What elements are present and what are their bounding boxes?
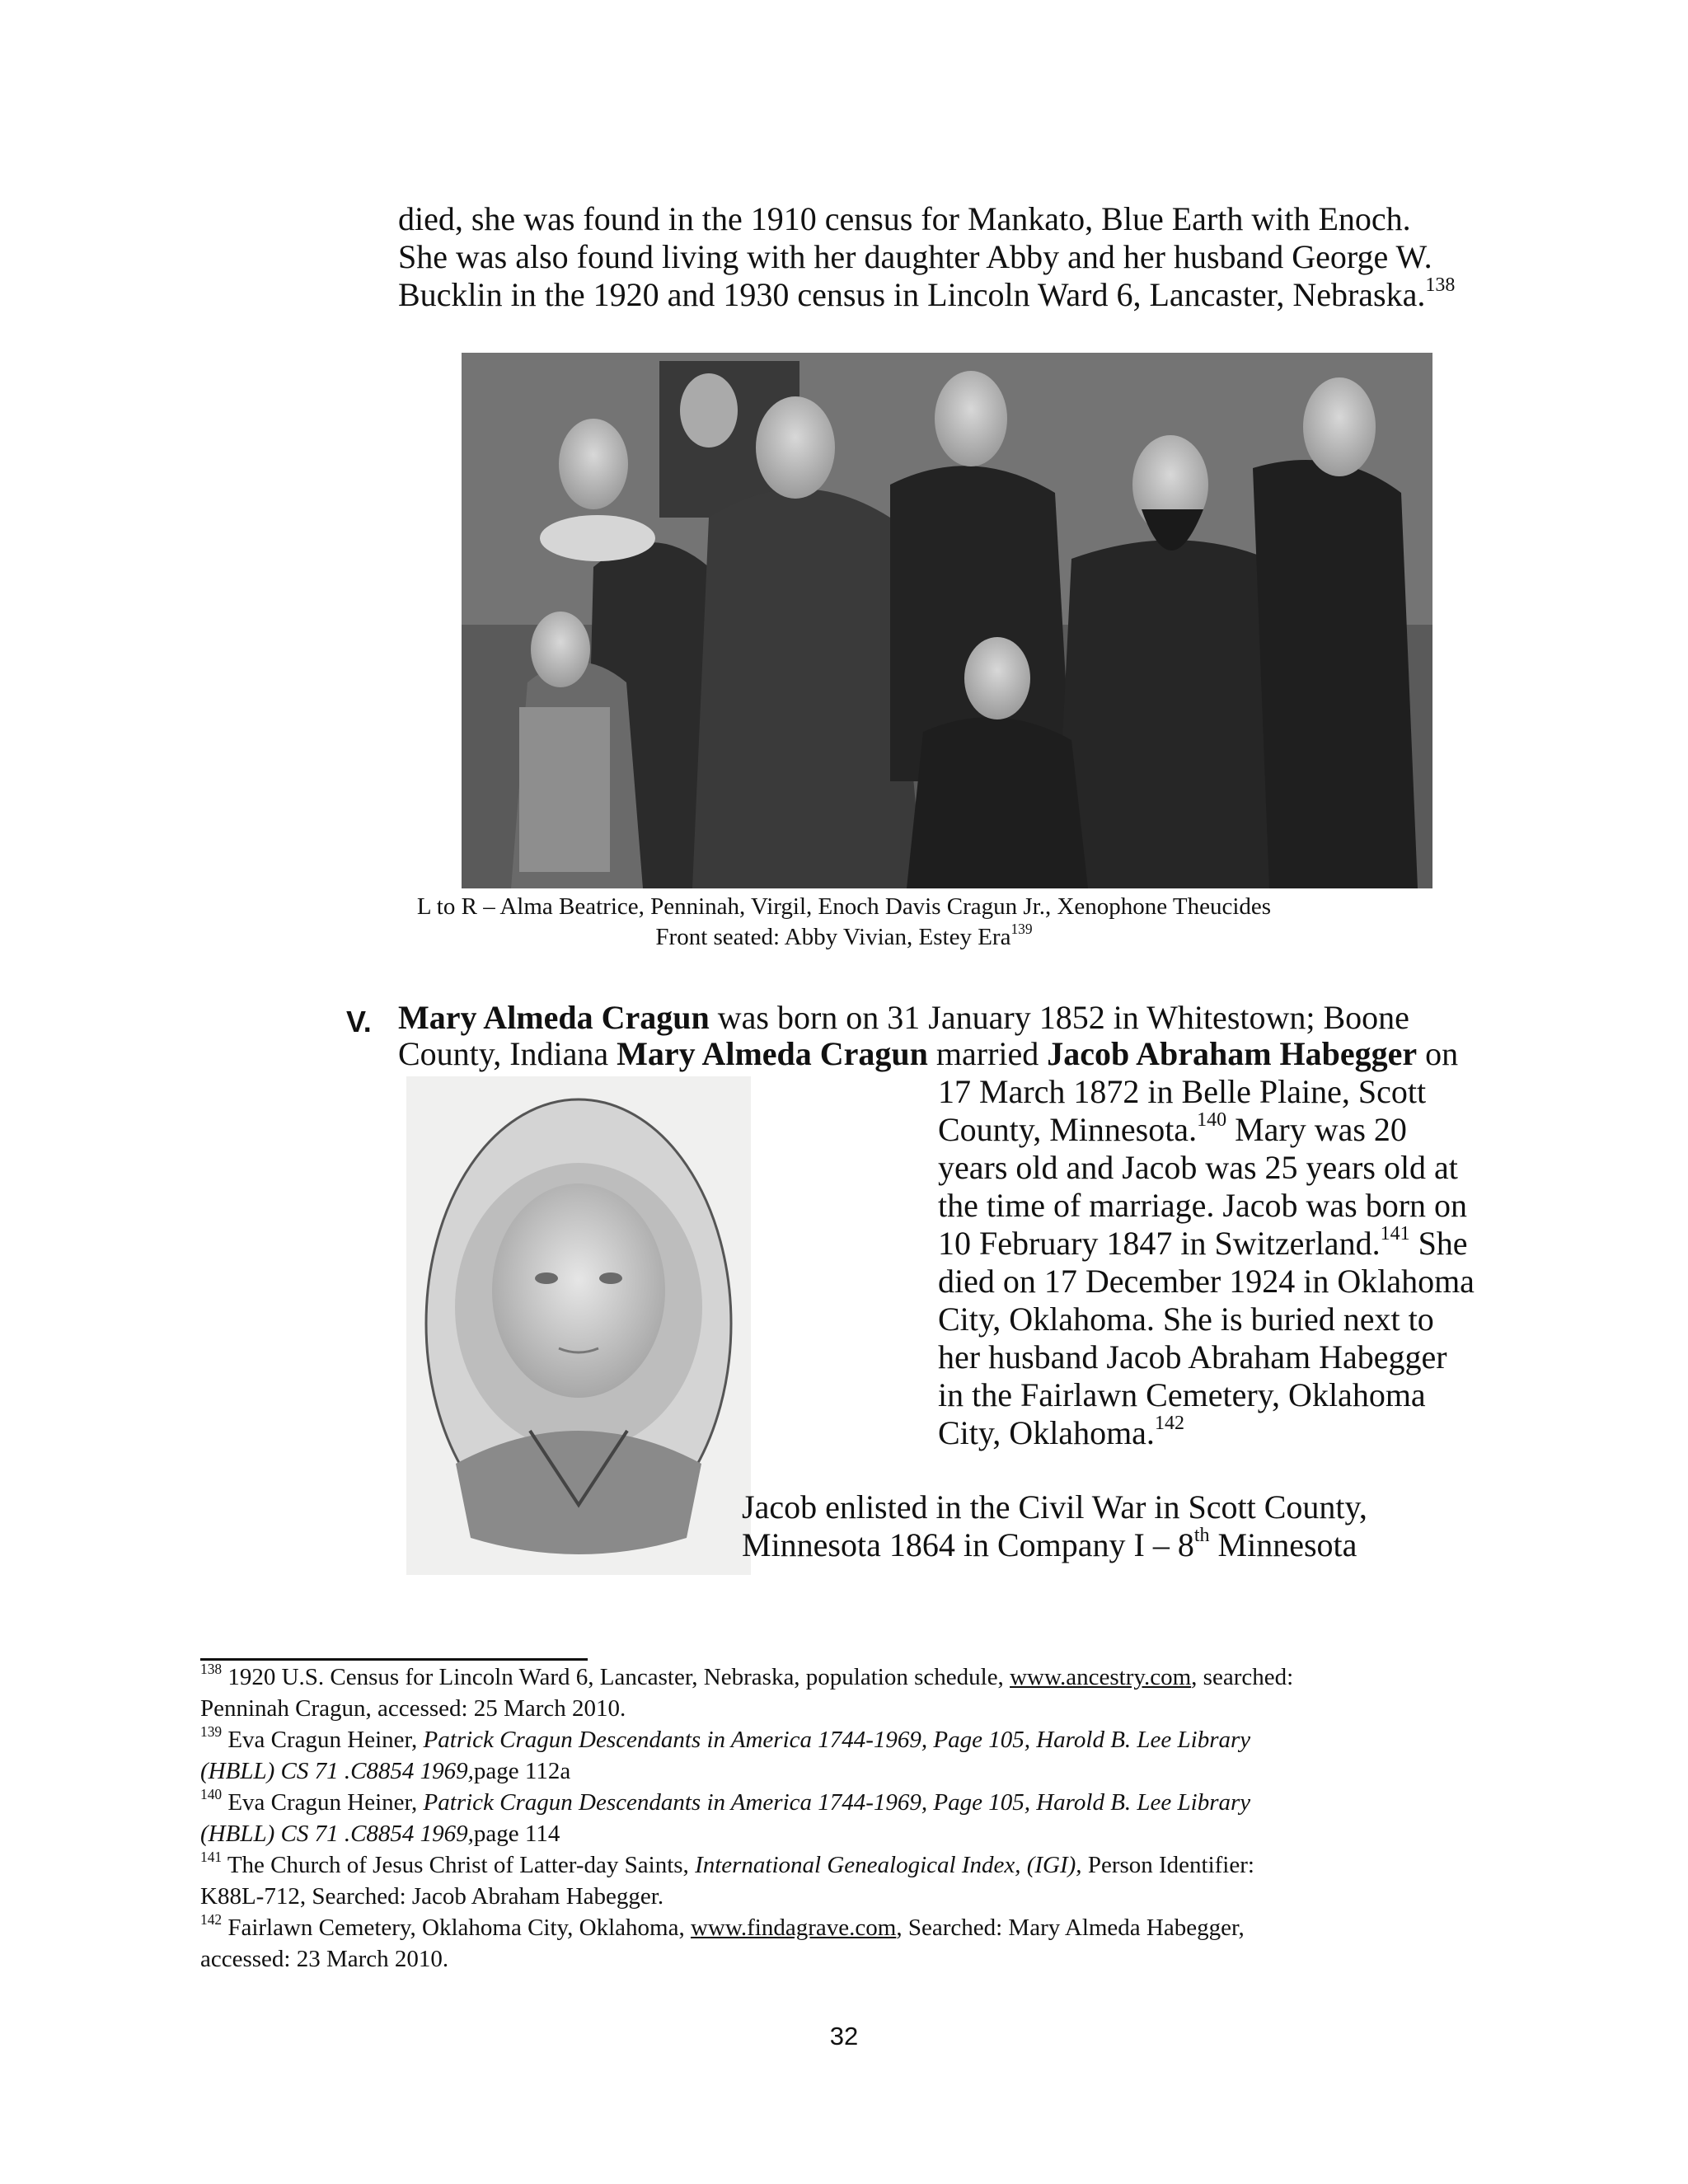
intro-line-1: died, she was found in the 1910 census for Mankato, Blue Earth with Enoch. <box>398 200 1411 237</box>
footnote-ref-139[interactable]: 139 <box>1010 920 1033 937</box>
footnote-139: $^{139}$ Eva Cragun Heiner, Patrick Cragun Descendants in America 1744-1969, Page 105, Harold B. Lee Library <box>200 1722 1251 1753</box>
right-text-line-9: in the Fairlawn Cemetery, Oklahoma <box>938 1376 1426 1413</box>
right-text-line-10: City, Oklahoma.$^{142}$ <box>938 1413 1184 1451</box>
footnote-ref-142[interactable]: 142 <box>1154 1413 1184 1434</box>
footnote-separator <box>200 1658 588 1661</box>
right-text-line-1: 17 March 1872 in Belle Plaine, Scott <box>938 1073 1427 1110</box>
right-text-line-4: the time of marriage. Jacob was born on <box>938 1187 1468 1224</box>
civil-war-line-1: Jacob enlisted in the Civil War in Scott County, <box>742 1488 1367 1526</box>
mary-almeda-portrait-photo <box>406 1076 751 1575</box>
footnote-140-cont: (HBLL) CS 71 .C8854 1969,page 114 <box>200 1821 560 1847</box>
footnote-138: $^{138}$ 1920 U.S. Census for Lincoln Ward 6, Lancaster, Nebraska, population schedule, www.ancestry.com, searched: <box>200 1660 1294 1690</box>
findagrave-link[interactable]: www.findagrave.com <box>690 1915 897 1941</box>
footnote-142: $^{142}$ Fairlawn Cemetery, Oklahoma City, Oklahoma, www.findagrave.com, Searched: Mary Almeda Habegger, <box>200 1910 1245 1941</box>
footnote-138-cont: Penninah Cragun, accessed: 25 March 2010. <box>200 1695 626 1722</box>
footnote-140: $^{140}$ Eva Cragun Heiner, Patrick Cragun Descendants in America 1744-1969, Page 105, Harold B. Lee Library <box>200 1785 1251 1816</box>
ancestry-link[interactable]: www.ancestry.com <box>1010 1664 1192 1690</box>
family-group-photo <box>462 353 1432 888</box>
footnote-ref-138[interactable]: 138 <box>1425 274 1456 296</box>
footnote-142-cont: accessed: 23 March 2010. <box>200 1946 449 1972</box>
photo-caption-line-2: Front seated: Abby Vivian, Estey Era$^{139}$ <box>655 920 1033 950</box>
right-text-line-6: died on 17 December 1924 in Oklahoma <box>938 1263 1475 1300</box>
intro-line-3: Bucklin in the 1920 and 1930 census in Lincoln Ward 6, Lancaster, Nebraska.$^{138}$ <box>398 274 1456 313</box>
intro-line-2: She was also found living with her daughter Abby and her husband George W. <box>398 238 1432 275</box>
right-text-line-3: years old and Jacob was 25 years old at <box>938 1149 1458 1186</box>
right-text-line-7: City, Oklahoma. She is buried next to <box>938 1301 1434 1338</box>
section-v-line-2: County, Indiana Mary Almeda Cragun married Jacob Abraham Habegger on <box>398 1035 1459 1072</box>
section-numeral: V. <box>346 1005 372 1038</box>
photo-caption-line-1: L to R – Alma Beatrice, Penninah, Virgil, Enoch Davis Cragun Jr., Xenophone Theucides <box>416 893 1272 920</box>
right-text-line-2: County, Minnesota.$^{140}$ Mary was 20 <box>938 1109 1407 1148</box>
footnote-139-cont: (HBLL) CS 71 .C8854 1969,page 112a <box>200 1758 571 1784</box>
footnote-141: $^{141}$ The Church of Jesus Christ of Latter-day Saints, International Genealogical Index, (IGI), Person Identifier: <box>200 1848 1254 1878</box>
right-text-line-8: her husband Jacob Abraham Habegger <box>938 1338 1447 1376</box>
page-number: 32 <box>829 2022 859 2050</box>
civil-war-line-2: Minnesota 1864 in Company I – 8th Minnesota <box>742 1525 1357 1563</box>
section-v-line-1: Mary Almeda Cragun was born on 31 January 1852 in Whitestown; Boone <box>398 999 1409 1036</box>
footnote-ref-141[interactable]: 141 <box>1380 1223 1410 1244</box>
footnote-ref-140[interactable]: 140 <box>1197 1109 1227 1131</box>
footnote-141-cont: K88L-712, Searched: Jacob Abraham Habegger. <box>200 1883 664 1910</box>
right-text-line-5: 10 February 1847 in Switzerland.$^{141}$ She <box>938 1223 1468 1262</box>
